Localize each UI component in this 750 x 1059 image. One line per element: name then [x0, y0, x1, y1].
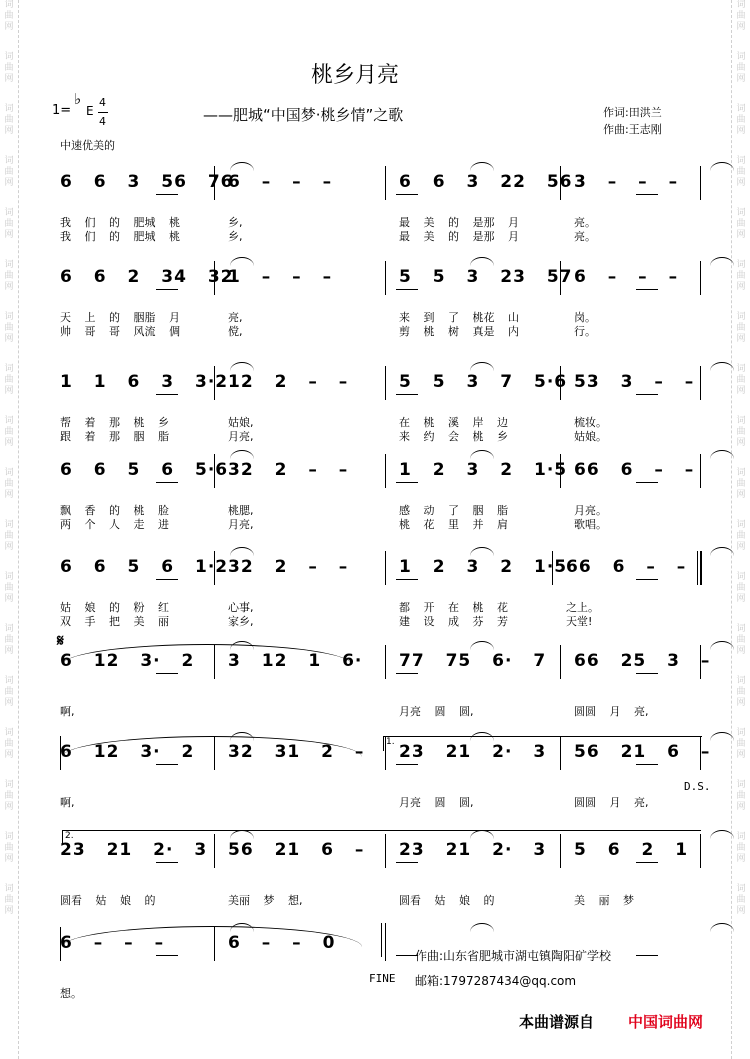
measure-notes: 6 6 3 56 76: [60, 172, 234, 192]
lyric-verse-2: 来 约 会 桃 乡: [399, 430, 508, 443]
lyric-verse-2: 建 设 成 芬 芳: [399, 615, 508, 628]
lyric-verse-2: 桃 花 里 并 肩: [399, 518, 508, 531]
eighth-note-beam: [396, 482, 418, 483]
measure-notes: 6 6 2 34 32: [60, 267, 234, 287]
eighth-note-beam: [396, 394, 418, 395]
lyric-verse-1: 之上。: [566, 601, 599, 614]
eighth-note-beam: [636, 394, 658, 395]
measure-notes: 6 6 3 22 56: [399, 172, 573, 192]
watermark-left: [2, 0, 16, 1059]
tie-slur: [470, 362, 494, 371]
watermark-text: 词 曲 网: [4, 364, 14, 396]
measure-notes: 66 6 – –: [566, 557, 687, 577]
lyric-verse-1: 感 动 了 胭 脂: [399, 504, 508, 517]
eighth-note-beam: [156, 955, 178, 956]
measure-notes: 1 2 3 2 1·5: [399, 557, 568, 577]
phrase-slur: [62, 736, 362, 757]
eighth-note-beam: [636, 194, 658, 195]
watermark-text: 词 曲 网: [4, 884, 14, 916]
lyric-verse-1: 想。: [60, 987, 82, 1000]
lyric-verse-1: 啊,: [60, 796, 75, 809]
flat-symbol: ♭: [74, 90, 82, 108]
eighth-note-beam: [156, 862, 178, 863]
eighth-note-beam: [156, 579, 178, 580]
volta-2: [62, 830, 701, 845]
watermark-text: 词 曲 网: [736, 104, 746, 136]
bar-line: [385, 366, 386, 400]
lyric-verse-1: 亮。: [574, 216, 596, 229]
tie-slur: [470, 257, 494, 266]
eighth-note-beam: [636, 579, 658, 580]
lyric-verse-1: 天 上 的 胭脂 月: [60, 311, 180, 324]
eighth-note-beam: [396, 862, 418, 863]
measure-notes: 6 – – –: [60, 933, 165, 953]
measure-notes: 23 21 2· 3: [399, 840, 547, 860]
source-site-link[interactable]: 中国词曲网: [628, 1013, 704, 1031]
source-label: 本曲谱源自: [519, 1013, 595, 1031]
lyric-verse-2: 乡,: [228, 230, 243, 243]
watermark-text: 词 曲 网: [736, 520, 746, 552]
bar-line: [214, 166, 215, 200]
lyric-verse-1: 月亮。: [574, 504, 607, 517]
bar-line: [700, 366, 701, 400]
lyric-verse-1: 岗。: [574, 311, 596, 324]
measure-notes: 12 2 – –: [228, 372, 349, 392]
composer-affiliation: 作曲:山东省肥城市湖屯镇陶阳矿学校: [415, 949, 612, 963]
lyric-verse-2: 月亮,: [228, 430, 254, 443]
tie-slur: [470, 162, 494, 171]
lyric-verse-1: 圆圆 月 亮,: [574, 796, 649, 809]
lyric-verse-1: 美 丽 梦: [574, 894, 634, 907]
bar-line: [385, 454, 386, 488]
eighth-note-beam: [636, 482, 658, 483]
bar-line: [700, 261, 701, 295]
lyric-verse-2: 行。: [574, 325, 596, 338]
bar-line: [214, 366, 215, 400]
lyric-verse-1: 我 们 的 肥城 桃: [60, 216, 180, 229]
measure-notes: 56 21 6 –: [574, 742, 711, 762]
tie-slur: [230, 162, 254, 171]
watermark-text: 词 曲 网: [736, 364, 746, 396]
measure-notes: 6 12 3· 2: [60, 651, 195, 671]
eighth-note-beam: [396, 289, 418, 290]
lyric-verse-2: 帅 哥 哥 风流 倜: [60, 325, 180, 338]
phrase-slur: [62, 926, 362, 947]
lyric-verse-2: 月亮,: [228, 518, 254, 531]
tie-slur: [230, 362, 254, 371]
lyric-verse-1: 圆看 姑 娘 的: [399, 894, 495, 907]
lyricist: 作词:田洪兰: [603, 106, 662, 119]
song-title: 桃乡月亮: [310, 63, 399, 88]
measure-notes: 5 5 3 23 57: [399, 267, 573, 287]
lyric-verse-1: 心事,: [228, 601, 254, 614]
lyric-verse-2: 最 美 的 是那 月: [399, 230, 519, 243]
bar-line: [60, 736, 61, 770]
eighth-note-beam: [156, 194, 178, 195]
lyric-verse-2: 我 们 的 肥城 桃: [60, 230, 180, 243]
eighth-note-beam: [636, 673, 658, 674]
lyric-verse-2: 姑娘。: [574, 430, 607, 443]
measure-notes: 6 – – 0: [228, 933, 336, 953]
bar-line: [60, 927, 61, 961]
lyric-verse-1: 来 到 了 桃花 山: [399, 311, 519, 324]
lyric-verse-1: 月亮 圆 圆,: [399, 796, 474, 809]
tie-slur: [470, 641, 494, 650]
lyric-verse-1: 圆看 姑 娘 的: [60, 894, 156, 907]
eighth-note-beam: [156, 482, 178, 483]
measure-notes: 1 2 3 2 1·5: [399, 460, 568, 480]
lyric-verse-1: 亮,: [228, 311, 243, 324]
tie-slur: [470, 547, 494, 556]
measure-notes: 5 6 2 1: [574, 840, 689, 860]
lyric-verse-1: 都 开 在 桃 花: [399, 601, 508, 614]
measure-notes: 6 6 5 6 1·2: [60, 557, 229, 577]
eighth-note-beam: [156, 673, 178, 674]
watermark-text: 词 曲 网: [736, 468, 746, 500]
eighth-note-beam: [156, 289, 178, 290]
composer-email: 邮箱:1797287434@qq.com: [415, 974, 577, 988]
lyric-verse-1: 圆圆 月 亮,: [574, 705, 649, 718]
watermark-right: [734, 0, 748, 1059]
double-bar-line: [385, 923, 386, 957]
double-bar-line: [701, 551, 702, 585]
bar-line: [385, 645, 386, 679]
eighth-note-beam: [396, 764, 418, 765]
watermark-text: 词 曲 网: [736, 0, 746, 32]
bar-line: [700, 645, 701, 679]
watermark-text: 词 曲 网: [4, 728, 14, 760]
watermark-text: 词 曲 网: [4, 468, 14, 500]
lyric-verse-1: 乡,: [228, 216, 243, 229]
watermark-text: 词 曲 网: [4, 572, 14, 604]
eighth-note-beam: [636, 764, 658, 765]
key-signature: 1=: [52, 103, 72, 118]
watermark-text: 词 曲 网: [736, 624, 746, 656]
segno-sign: 𝄋: [57, 631, 64, 650]
measure-notes: 66 6 – –: [574, 460, 695, 480]
measure-notes: 53 3 – –: [574, 372, 695, 392]
lyric-verse-1: 在 桃 溪 岸 边: [399, 416, 508, 429]
measure-notes: 32 2 – –: [228, 460, 349, 480]
volta-1-label: 1.: [386, 737, 395, 747]
bar-line: [214, 454, 215, 488]
watermark-text: 词 曲 网: [736, 312, 746, 344]
bar-line: [385, 551, 386, 585]
lyric-verse-2: 双 手 把 美 丽: [60, 615, 169, 628]
watermark-text: 词 曲 网: [4, 676, 14, 708]
phrase-slur: [62, 644, 352, 665]
measure-notes: 23 21 2· 3: [399, 742, 547, 762]
measure-notes: 32 31 2 –: [228, 742, 365, 762]
lyric-verse-1: 啊,: [60, 705, 75, 718]
lyric-verse-1: 桃腮,: [228, 504, 254, 517]
time-signature-bottom: 4: [99, 115, 106, 128]
bar-line: [700, 166, 701, 200]
bar-line: [560, 261, 561, 295]
lyric-verse-1: 帮 着 那 桃 乡: [60, 416, 169, 429]
lyric-verse-1: 梳妆。: [574, 416, 607, 429]
lyric-verse-2: 歌唱。: [574, 518, 607, 531]
volta-2-label: 2.: [65, 831, 74, 841]
measure-notes: 1 1 6 3 3·2: [60, 372, 229, 392]
watermark-text: 词 曲 网: [4, 52, 14, 84]
watermark-text: 词 曲 网: [4, 780, 14, 812]
watermark-text: 词 曲 网: [4, 312, 14, 344]
eighth-note-beam: [156, 394, 178, 395]
lyric-verse-1: 飘 香 的 桃 脸: [60, 504, 169, 517]
eighth-note-beam: [156, 764, 178, 765]
measure-notes: 77 75 6· 7: [399, 651, 547, 671]
bar-line: [214, 551, 215, 585]
bar-line: [214, 261, 215, 295]
key-letter: E: [86, 104, 94, 118]
measure-notes: 3 12 1 6·: [228, 651, 363, 671]
lyric-verse-2: 两 个 人 走 进: [60, 518, 169, 531]
page-border-left: [18, 0, 19, 1059]
double-bar-line: [697, 551, 698, 585]
watermark-text: 词 曲 网: [736, 676, 746, 708]
tie-slur: [230, 547, 254, 556]
bar-line: [560, 366, 561, 400]
watermark-text: 词 曲 网: [4, 0, 14, 32]
watermark-text: 词 曲 网: [736, 572, 746, 604]
tie-slur: [470, 450, 494, 459]
watermark-text: 词 曲 网: [736, 728, 746, 760]
double-bar-line: [381, 923, 382, 957]
lyric-verse-2: 天堂!: [566, 615, 593, 628]
watermark-text: 词 曲 网: [4, 260, 14, 292]
lyric-verse-2: 傥,: [228, 325, 243, 338]
eighth-note-beam: [396, 194, 418, 195]
subtitle: ——肥城“中国梦·桃乡情”之歌: [203, 106, 404, 124]
lyric-verse-1: 最 美 的 是那 月: [399, 216, 519, 229]
watermark-text: 词 曲 网: [736, 208, 746, 240]
lyric-verse-2: 家乡,: [228, 615, 254, 628]
bar-line: [385, 261, 386, 295]
measure-notes: 1 – – –: [228, 267, 333, 287]
watermark-text: 词 曲 网: [4, 624, 14, 656]
tie-slur: [230, 450, 254, 459]
bar-line: [560, 454, 561, 488]
lyric-verse-2: 剪 桃 树 真是 内: [399, 325, 519, 338]
measure-notes: 23 21 2· 3: [60, 840, 208, 860]
lyric-verse-1: 美丽 梦 想,: [228, 894, 303, 907]
measure-notes: 6 – – –: [574, 267, 679, 287]
bar-line: [552, 551, 553, 585]
measure-notes: 6 12 3· 2: [60, 742, 195, 762]
eighth-note-beam: [636, 289, 658, 290]
watermark-text: 词 曲 网: [736, 52, 746, 84]
tie-slur: [470, 923, 494, 932]
bar-line: [700, 454, 701, 488]
dal-segno: D.S.: [684, 780, 711, 793]
lyric-verse-1: 月亮 圆 圆,: [399, 705, 474, 718]
lyric-verse-1: 姑 娘 的 粉 红: [60, 601, 169, 614]
bar-line: [560, 645, 561, 679]
time-signature-line: [98, 112, 108, 113]
watermark-text: 词 曲 网: [736, 260, 746, 292]
measure-notes: 56 21 6 –: [228, 840, 365, 860]
measure-notes: 3 – – –: [574, 172, 679, 192]
measure-notes: 6 – – –: [228, 172, 333, 192]
page-border-right: [731, 0, 732, 1059]
eighth-note-beam: [396, 673, 418, 674]
watermark-text: 词 曲 网: [736, 884, 746, 916]
watermark-text: 词 曲 网: [4, 208, 14, 240]
lyric-verse-1: 姑娘,: [228, 416, 254, 429]
eighth-note-beam: [636, 862, 658, 863]
tie-slur: [230, 257, 254, 266]
bar-line: [560, 166, 561, 200]
composer: 作曲:王志刚: [603, 123, 662, 136]
watermark-text: 词 曲 网: [4, 832, 14, 864]
tempo-marking: 中速优美的: [60, 139, 115, 152]
watermark-text: 词 曲 网: [4, 156, 14, 188]
lyric-verse-2: 跟 着 那 胭 脂: [60, 430, 169, 443]
fine-marking: FINE: [369, 972, 396, 985]
measure-notes: 5 5 3 7 5·6: [399, 372, 568, 392]
measure-notes: 6 6 5 6 5·6: [60, 460, 229, 480]
watermark-text: 词 曲 网: [736, 416, 746, 448]
eighth-note-beam: [636, 955, 658, 956]
bar-line: [385, 166, 386, 200]
watermark-text: 词 曲 网: [736, 832, 746, 864]
volta-1: [383, 736, 702, 751]
measure-notes: 32 2 – –: [228, 557, 349, 577]
watermark-text: 词 曲 网: [736, 156, 746, 188]
watermark-text: 词 曲 网: [736, 780, 746, 812]
time-signature-top: 4: [99, 96, 106, 109]
lyric-verse-2: 亮。: [574, 230, 596, 243]
eighth-note-beam: [396, 579, 418, 580]
watermark-text: 词 曲 网: [4, 104, 14, 136]
watermark-text: 词 曲 网: [4, 520, 14, 552]
measure-notes: 66 25 3 –: [574, 651, 711, 671]
watermark-text: 词 曲 网: [4, 416, 14, 448]
